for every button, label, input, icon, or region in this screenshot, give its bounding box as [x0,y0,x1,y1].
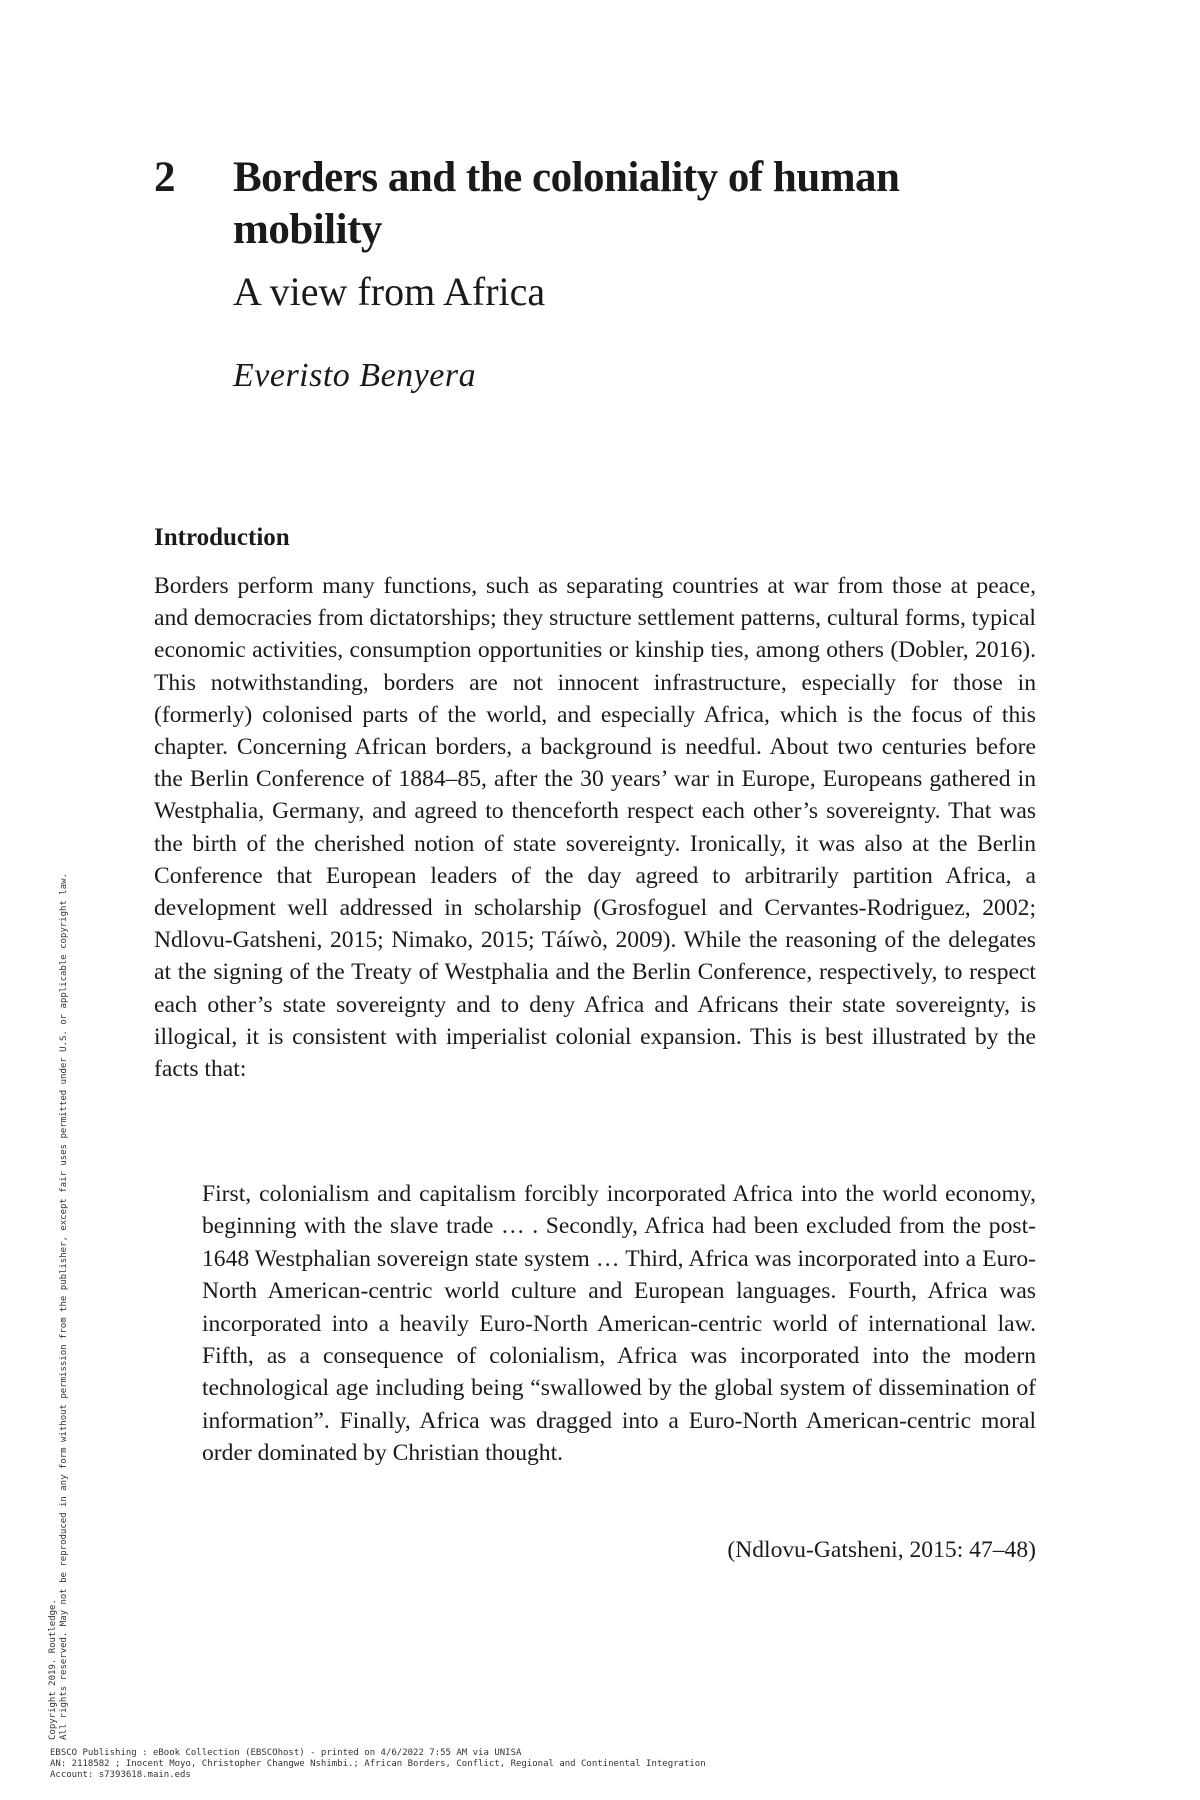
chapter-subtitle: A view from Africa [233,269,546,314]
chapter-author: Everisto Benyera [233,357,477,394]
ebsco-footer [50,1748,1150,1781]
chapter-title: Borders and the coloniality of human mobility [233,154,900,253]
copyright-margin-notice [48,580,70,1740]
footer-line-3: Account: s7393618.main.eds [50,1770,191,1780]
chapter-number: 2 [154,154,176,201]
section-heading: Introduction [154,524,290,551]
quote-citation: (Ndlovu-Gatsheni, 2015: 47–48) [727,1537,1036,1563]
body-paragraph: Borders perform many functions, such as separating countries at war from those at peace, and democracies from dictatorships; they structure settlement patterns, cultural forms, typical economic activities, consumption opportunities or kinship ties, among others (Dobler, 2016). This notwithstanding, borders are not innocent infrastructure, especially for those in (formerly) colonised parts of the world, and especially Africa, which is the focus of this chapter. Concerning African borders, a background is needful. About two centuries before the Berlin Conference of 1884–85, after the 30 years’ war in Europe, Europeans gathered in Westphalia, Germany, and agreed to thenceforth respect each other’s sovereignty. That was the birth of the cherished notion of state sovereignty. Ironically, it was also at the Berlin Conference that European leaders of the day agreed to arbitrarily partition Africa, a development well addressed in scholarship (Grosfoguel and Cervantes-Rodriguez, 2002; Ndlovu-Gatsheni, 2015; Nimako, 2015; Táíwò, 2009). While the reasoning of the delegates at the signing of the Treaty of Westphalia and the Berlin Conference, respectively, to respect each other’s state sovereignty and to deny Africa and Africans their state sovereignty, is illogical, it is consistent with imperialist colonial expansion. This is best illustrated by the facts that: [154,573,1036,1083]
footer-line-2: AN: 2118582 ; Inocent Moyo, Christopher Changwe Nshimbi.; African Borders, Conflict, Regional and Continental Integration [50,1759,706,1769]
block-quote: First, colonialism and capitalism forcibly incorporated Africa into the world economy, beginning with the slave trade … . Secondly, Africa had been excluded from the post-1648 Westphalian sovereign state system … Third, Africa was incorporated into a Euro-North American-centric world culture and European languages. Fourth, Africa was incorporated into a heavily Euro-North American-centric world of international law. Fifth, as a consequence of colonialism, Africa was incorporated into the modern technological age including being “swallowed by the global system of dissemination of information”. Finally, Africa was dragged into a Euro-North American-centric moral order dominated by Christian thought. [202,1181,1036,1467]
footer-line-1: EBSCO Publishing : eBook Collection (EBSCOhost) - printed on 4/6/2022 7:55 AM via UNISA [50,1748,522,1758]
copyright-line: Copyright 2019. Routledge. [48,1599,58,1740]
rights-line: All rights reserved. May not be reproduced in any form without permission from the publisher, except fair uses permitted under U.S. or applicable copyright law. [59,873,69,1740]
